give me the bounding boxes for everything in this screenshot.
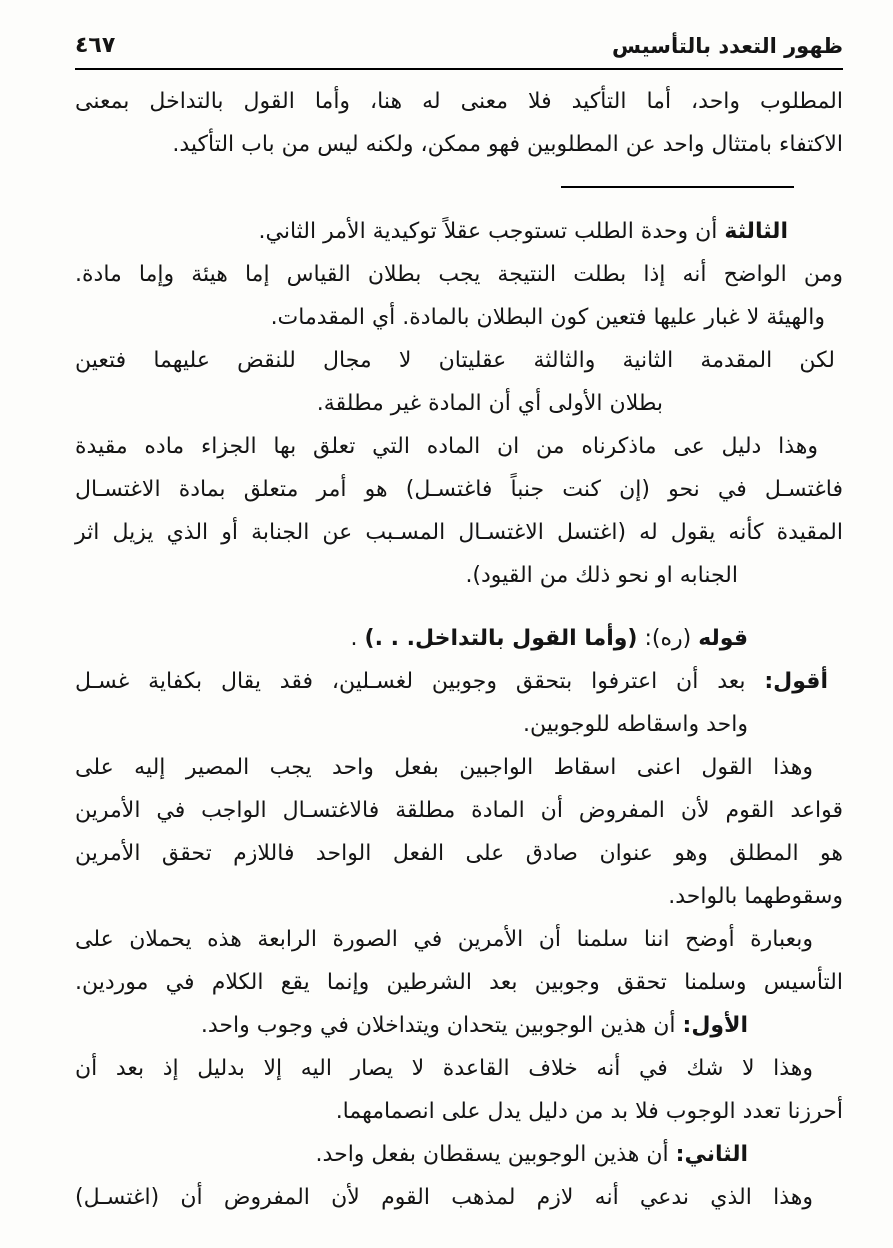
page-body: [75, 80, 843, 1219]
body-text: وسقوطهما بالواحد.: [668, 884, 843, 909]
body-text: أن وحدة الطلب تستوجب عقلاً توكيدية الأمر الثاني.: [258, 219, 725, 244]
body-text: .: [350, 626, 365, 651]
text-line: [75, 832, 843, 875]
body-text: وبعبارة أوضح اننا سلمنا أن الأمرين في الصورة الرابعة هذه يحملان على: [75, 927, 813, 952]
body-text: والهيئة لا غبار عليها فتعين كون البطلان بالمادة. أي المقدمات.: [270, 305, 825, 330]
body-text: أحرزنا تعدد الوجوب فلا بد من دليل يدل على انصمامهما.: [335, 1099, 843, 1124]
body-text: أن هذين الوجوبين يتحدان ويتداخلان في وجوب واحد.: [200, 1013, 683, 1038]
text-line: [75, 511, 843, 554]
body-text: وهذا لا شك في أنه خلاف القاعدة لا يصار اليه إلا بدليل إذ بعد أن: [75, 1056, 813, 1081]
body-text: بطلان الأولى أي أن المادة غير مطلقة.: [316, 391, 663, 416]
emphasis-text: الثالثة: [724, 219, 788, 244]
text-line: [75, 1176, 843, 1219]
text-line: [75, 918, 843, 961]
text-line: [75, 789, 843, 832]
text-line: [75, 875, 843, 918]
body-text: أن هذين الوجوبين يسقطان بفعل واحد.: [315, 1142, 676, 1167]
body-text: (ره):: [637, 626, 699, 651]
emphasis-text: الأول:: [682, 1013, 748, 1038]
text-line: [75, 382, 843, 425]
body-text: فاغتسـل في نحو (إن كنت جنباً فاغتسـل) هو أمر متعلق بمادة الاغتسـال: [75, 477, 843, 502]
footnote-separator-rule: [561, 186, 794, 188]
text-line: [75, 123, 843, 166]
text-line: [75, 617, 843, 660]
text-line: [75, 468, 843, 511]
body-text: قواعد القوم لأن المفروض أن المادة مطلقة فالاغتسـال الواجب في الأمرين: [75, 798, 843, 823]
body-text: بعد أن اعترفوا بتحقق وجوبين لغسـلين، فقد يقال بكفاية غسـل: [75, 669, 765, 694]
emphasis-text: أقول:: [764, 669, 828, 694]
emphasis-text: الثاني:: [675, 1142, 748, 1167]
body-text: التأسيس وسلمنا تحقق وجوبين بعد الشرطين وإنما يقع الكلام في موردين.: [75, 970, 843, 995]
body-text: لكن المقدمة الثانية والثالثة عقليتان لا مجال للنقض عليهما فتعين: [75, 348, 835, 373]
text-line: [75, 296, 843, 339]
text-line: [75, 210, 843, 253]
emphasis-text: قوله: [698, 626, 748, 651]
text-line: [75, 746, 843, 789]
text-line: [75, 1047, 843, 1090]
header-rule: [75, 68, 843, 70]
text-line: [75, 961, 843, 1004]
text-line: [75, 1090, 843, 1133]
text-line: [75, 554, 843, 597]
text-line: [75, 1004, 843, 1047]
body-text: الاكتفاء بامتثال واحد عن المطلوبين فهو ممكن، ولكنه ليس من باب التأكيد.: [172, 132, 843, 157]
body-text: الجنابه او نحو ذلك من القيود).: [465, 563, 738, 588]
body-text: ومن الواضح أنه إذا بطلت النتيجة يجب بطلان القياس إما هيئة وإما مادة.: [75, 262, 843, 287]
emphasis-text: (وأما القول بالتداخل. . .): [364, 626, 638, 651]
body-text: وهذا القول اعنى اسقاط الواجبين بفعل واحد يجب المصير إليه على: [75, 755, 813, 780]
text-line: [75, 253, 843, 296]
body-text: هو المطلق وهو عنوان صادق على الفعل الواحد فاللازم تحقق الأمرين: [75, 841, 843, 866]
body-text: المقيدة كأنه يقول له (اغتسل الاغتسـال المسـبب عن الجنابة أو الذي يزيل اثر: [75, 520, 843, 545]
text-line: [75, 660, 843, 703]
text-line: [75, 339, 843, 382]
body-text: وهذا الذي ندعي أنه لازم لمذهب القوم لأن المفروض أن (اغتسـل): [75, 1185, 813, 1210]
spacer: [75, 597, 843, 617]
page-number: ٤٦٧: [75, 33, 116, 58]
body-text: واحد واسقاطه للوجوبين.: [523, 712, 748, 737]
text-line: [75, 425, 843, 468]
text-line: [75, 1133, 843, 1176]
page-title: ظهور التعدد بالتأسيس: [612, 34, 843, 58]
body-text: المطلوب واحد، أما التأكيد فلا معنى له هنا، وأما القول بالتداخل بمعنى: [75, 89, 843, 114]
page-header: [75, 24, 843, 58]
text-line: [75, 80, 843, 123]
body-text: وهذا دليل عى ماذكرناه من ان الماده التي تعلق بها الجزاء ماده مقيدة: [75, 434, 818, 459]
text-line: [75, 703, 843, 746]
